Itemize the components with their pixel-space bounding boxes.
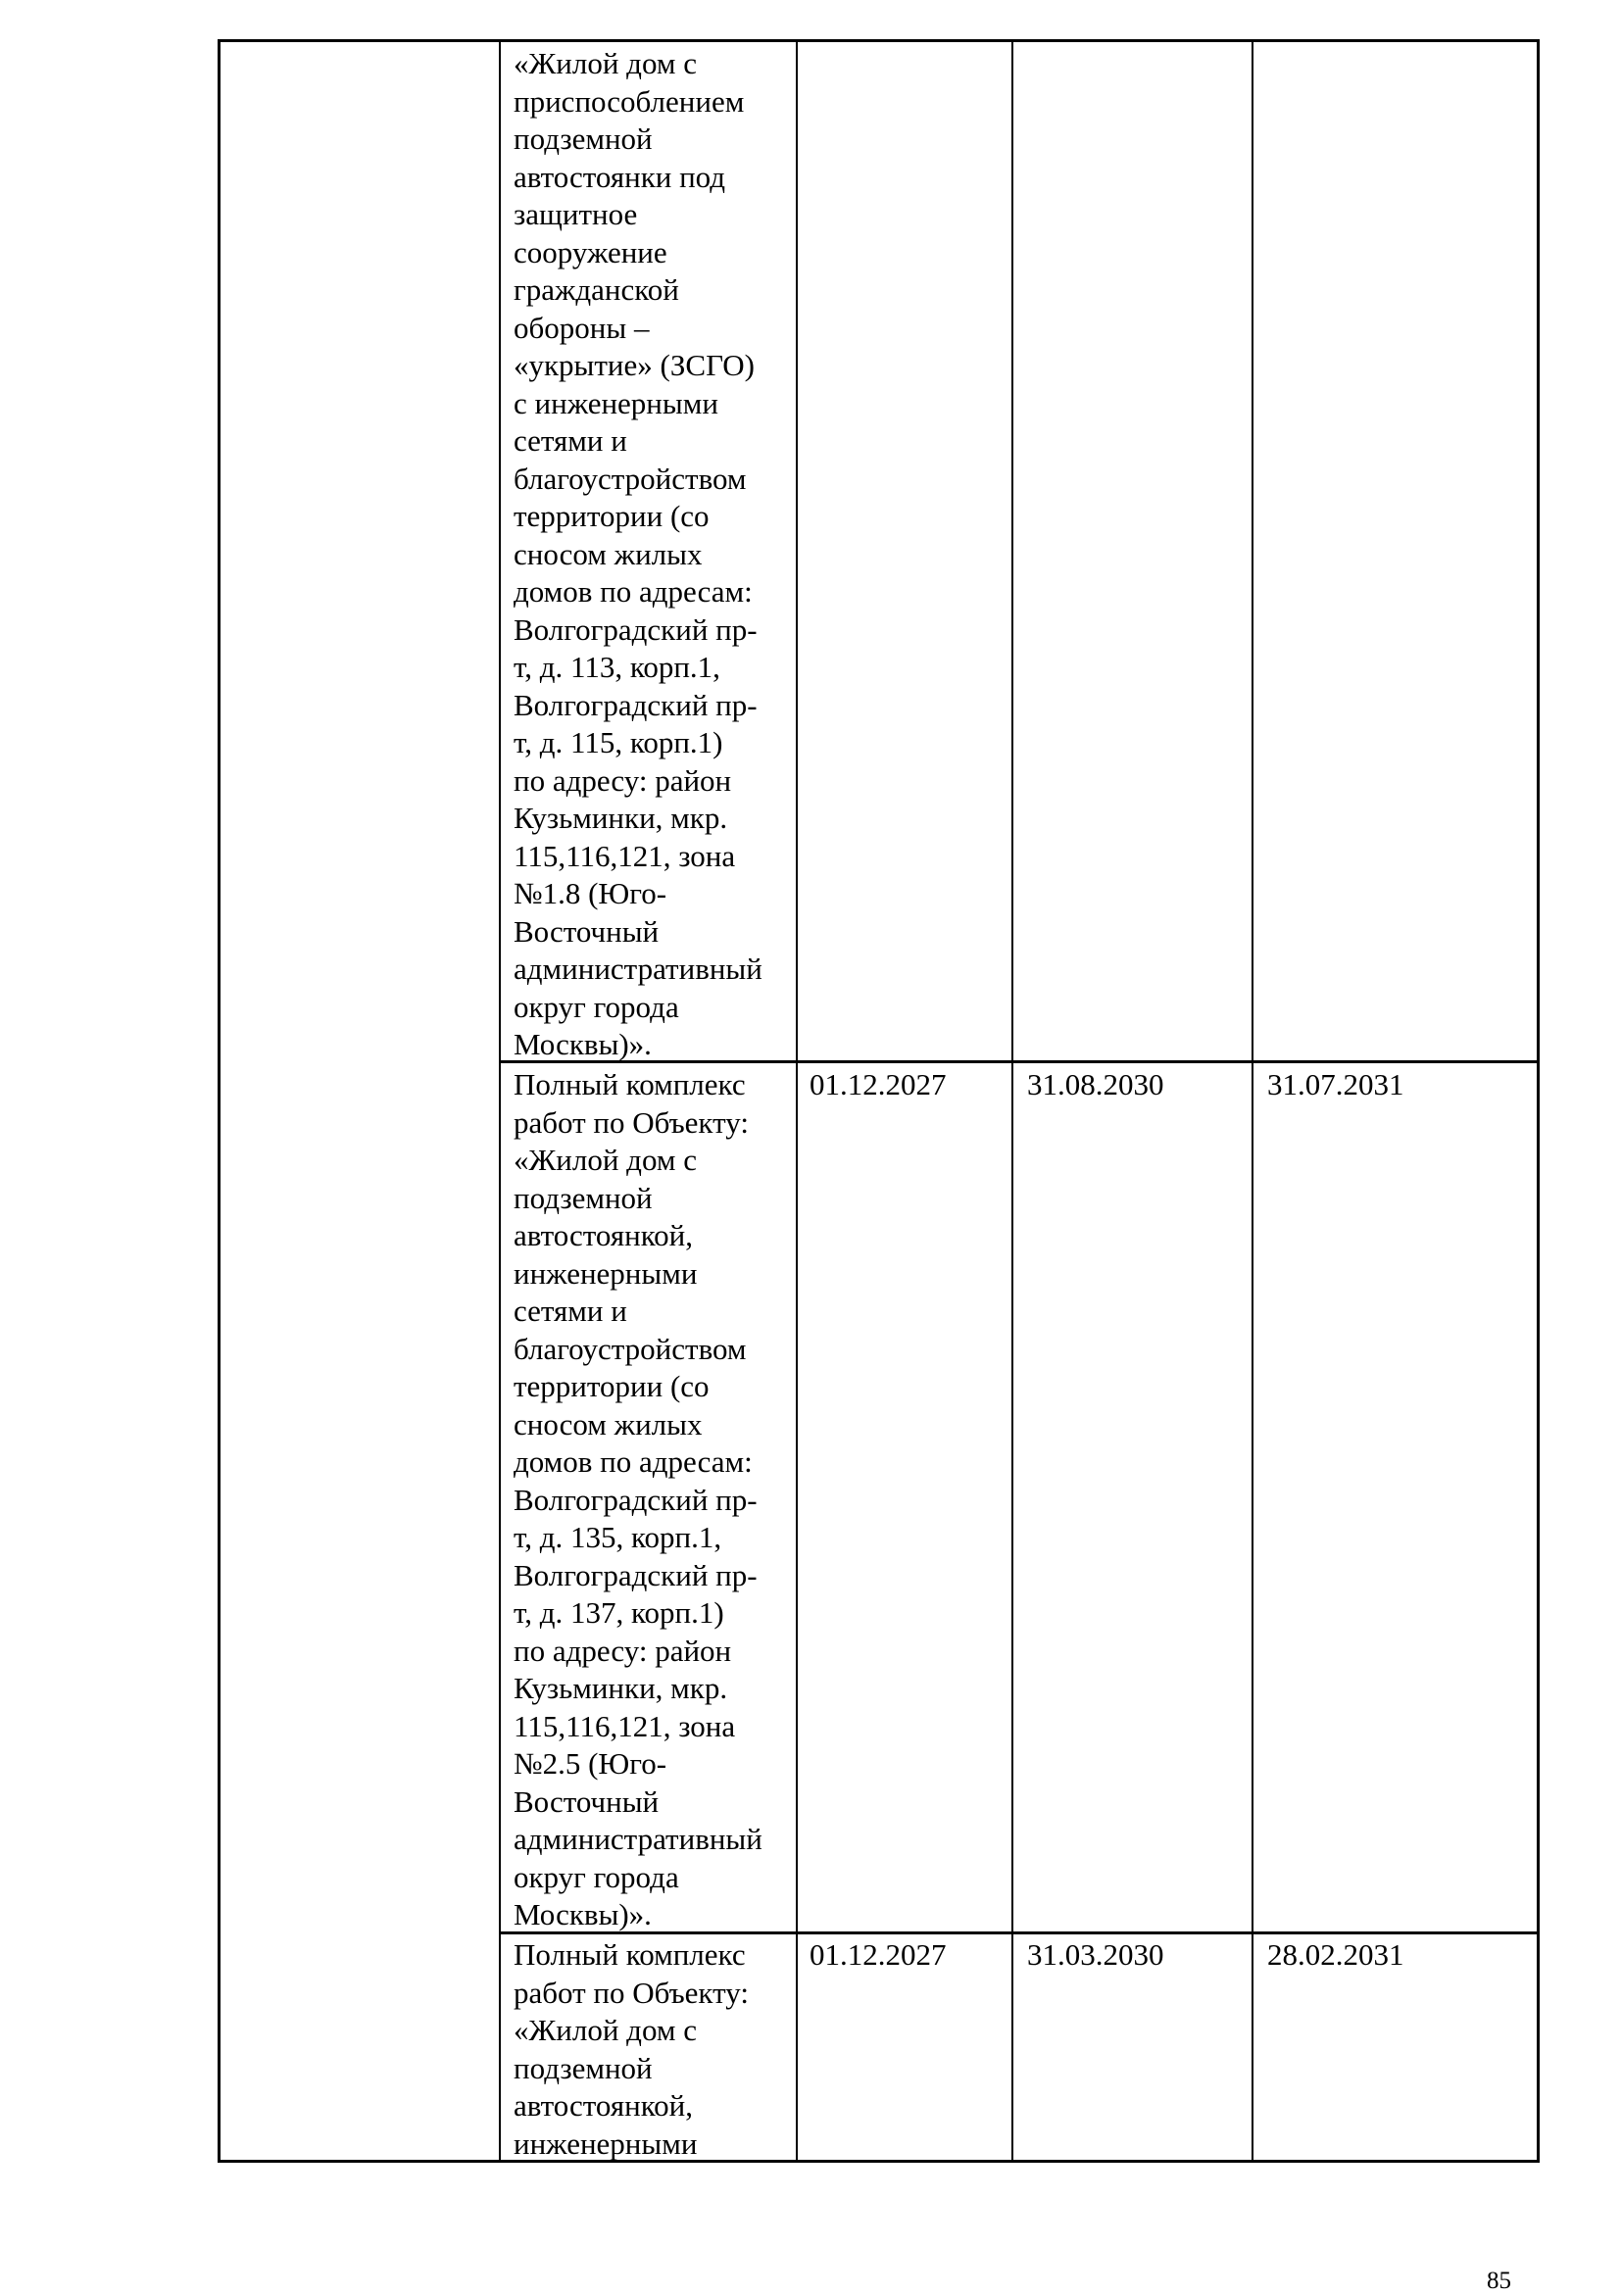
page-number: 85 xyxy=(1487,2268,1511,2294)
table-cell-date-2: 31.03.2030 xyxy=(1027,1937,1164,1972)
table-cell-date-2: 31.08.2030 xyxy=(1027,1067,1164,1101)
table-cell-date-3: 28.02.2031 xyxy=(1267,1937,1404,1972)
table-cell-description: Полный комплекс работ по Объекту: «Жилой дом с подземной автостоянкой, инженерными xyxy=(514,1937,749,2161)
table-border-right xyxy=(1537,39,1540,2163)
table-cell-description: Полный комплекс работ по Объекту: «Жилой дом с подземной автостоянкой, инженерными сетями и благоустройством территории (со сносом жилых домов по адресам: Волгоградский пр- т, д. 135, корп.1, Волгоградский пр- т, д. 137, корп.1) по адресу: район Кузьминки, мкр. 115,116,121, зона №2.5 (Юго- Восточный административный округ города Москвы)». xyxy=(514,1067,762,1931)
table-border-left xyxy=(218,39,221,2163)
table-cell-start-date: 01.12.2027 xyxy=(810,1937,947,1972)
column-divider-2 xyxy=(796,39,798,2163)
column-divider-1 xyxy=(499,39,501,2163)
table-cell-description: «Жилой дом с приспособлением подземной автостоянки под защитное сооружение гражданской обороны – «укрытие» (ЗСГО) с инженерными сетями и благоустройством территории (со сносом жилых домов по адресам: Волгоградский пр- т, д. 113, корп.1, Волгоградский пр- т, д. 115, корп.1) по адресу: район Кузьминки, мкр. 115,116,121, зона №1.8 (Юго- Восточный административный округ города Москвы)». xyxy=(514,46,762,1061)
table-border-top xyxy=(218,39,1539,42)
table-cell-start-date: 01.12.2027 xyxy=(810,1067,947,1101)
column-divider-3 xyxy=(1011,39,1013,2163)
table-border-bottom xyxy=(218,2160,1539,2163)
table-cell-date-3: 31.07.2031 xyxy=(1267,1067,1404,1101)
column-divider-4 xyxy=(1252,39,1253,2163)
